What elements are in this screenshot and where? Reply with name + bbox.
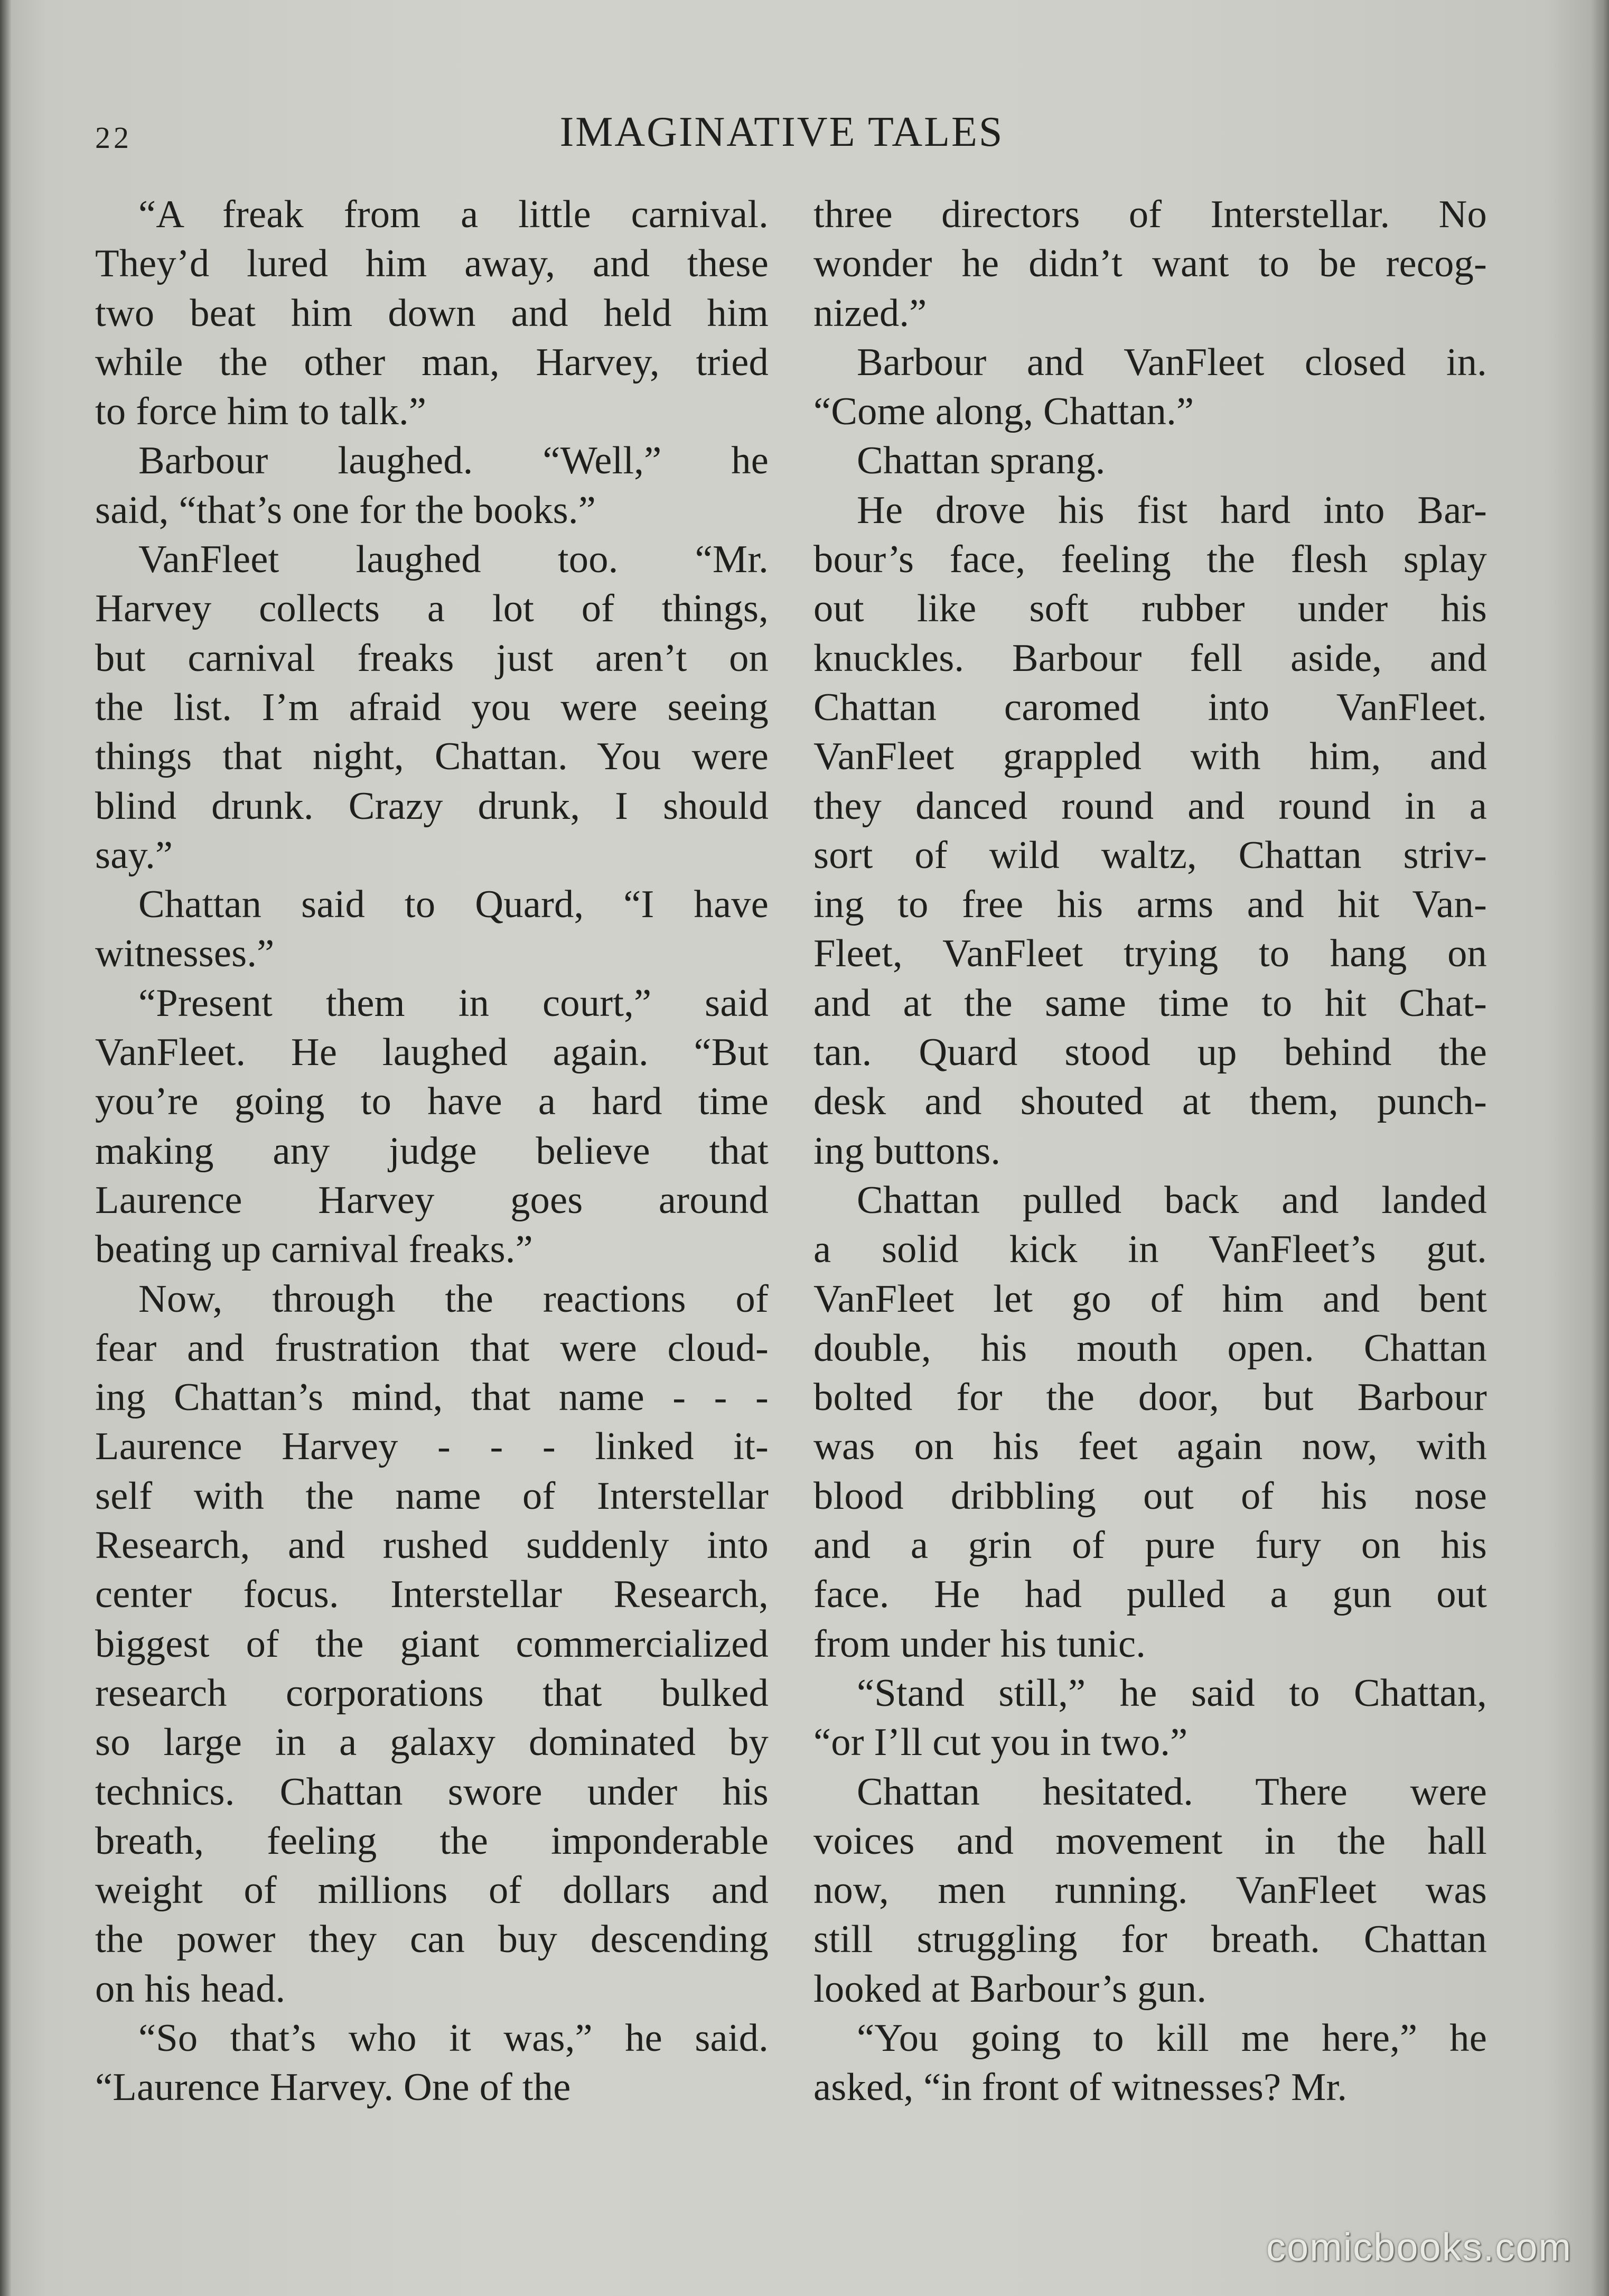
text-line: Chattan sprang. xyxy=(857,439,1106,483)
text-line: “Laurence Harvey. One of the xyxy=(95,2066,571,2110)
text-line: knuckles. Barbour fell aside, and xyxy=(813,636,1487,680)
text-line: Chattan pulled back and landed xyxy=(857,1178,1487,1222)
text-line: but carnival freaks just aren’t on xyxy=(95,636,769,680)
text-line: ing to free his arms and hit Van- xyxy=(813,883,1487,927)
text-line: ing buttons. xyxy=(813,1129,1001,1173)
text-line: and at the same time to hit Chat- xyxy=(813,981,1487,1025)
text-line: while the other man, Harvey, tried xyxy=(95,340,769,384)
paragraph xyxy=(813,1176,1487,1669)
text-line: from under his tunic. xyxy=(813,1622,1146,1666)
text-line: Laurence Harvey goes around xyxy=(95,1178,769,1222)
text-line: now, men running. VanFleet was xyxy=(813,1869,1487,1912)
running-title: IMAGINATIVE TALES xyxy=(559,109,1004,155)
text-line: blood dribbling out of his nose xyxy=(813,1474,1487,1518)
text-line: double, his mouth open. Chattan xyxy=(813,1326,1487,1370)
text-line: Fleet, VanFleet trying to hang on xyxy=(813,932,1487,976)
text-line: “You going to kill me here,” he xyxy=(857,2016,1487,2060)
text-line: center focus. Interstellar Research, xyxy=(95,1573,769,1617)
text-line: VanFleet laughed too. “Mr. xyxy=(138,538,769,582)
text-line: on his head. xyxy=(95,1967,286,2011)
text-line: was on his feet again now, with xyxy=(813,1425,1487,1469)
text-line: breath, feeling the imponderable xyxy=(95,1819,769,1863)
left-text-column xyxy=(95,190,769,2113)
text-line: nized.” xyxy=(813,291,927,335)
text-line: desk and shouted at them, punch- xyxy=(813,1080,1487,1124)
text-line: asked, “in front of witnesses? Mr. xyxy=(813,2066,1348,2110)
text-line: and a grin of pure fury on his xyxy=(813,1524,1487,1567)
text-line: weight of millions of dollars and xyxy=(95,1869,769,1912)
page-number: 22 xyxy=(95,120,132,155)
text-line: technics. Chattan swore under his xyxy=(95,1770,769,1814)
paragraph xyxy=(95,190,769,436)
text-line: “A freak from a little carnival. xyxy=(138,193,769,236)
paragraph xyxy=(95,2014,769,2113)
page-header xyxy=(85,108,1479,161)
text-line: said, “that’s one for the books.” xyxy=(95,488,596,532)
text-line: self with the name of Interstellar xyxy=(95,1474,769,1518)
text-line: VanFleet grappled with him, and xyxy=(813,735,1487,779)
text-line: Chattan hesitated. There were xyxy=(857,1770,1487,1814)
paragraph xyxy=(813,486,1487,1176)
text-line: ing Chattan’s mind, that name - - - xyxy=(95,1376,769,1420)
paragraph xyxy=(95,436,769,535)
text-line: Now, through the reactions of xyxy=(138,1277,769,1321)
paragraph xyxy=(95,880,769,979)
text-line: wonder he didn’t want to be recog- xyxy=(813,242,1487,286)
right-text-column xyxy=(813,190,1487,2113)
paragraph xyxy=(813,2014,1487,2113)
text-line: you’re going to have a hard time xyxy=(95,1080,769,1124)
text-line: looked at Barbour’s gun. xyxy=(813,1967,1207,2011)
text-line: the list. I’m afraid you were seeing xyxy=(95,685,769,729)
text-line: bolted for the door, but Barbour xyxy=(813,1376,1487,1420)
text-line: “Come along, Chattan.” xyxy=(813,390,1194,434)
text-line: out like soft rubber under his xyxy=(813,587,1487,631)
text-line: blind drunk. Crazy drunk, I should xyxy=(95,784,769,828)
text-line: beating up carnival freaks.” xyxy=(95,1228,533,1272)
paragraph xyxy=(813,1669,1487,1768)
page-edge xyxy=(1591,0,1609,2296)
text-line: Barbour laughed. “Well,” he xyxy=(138,439,769,483)
text-line: “So that’s who it was,” he said. xyxy=(138,2016,769,2060)
text-line: a solid kick in VanFleet’s gut. xyxy=(813,1228,1487,1272)
text-line: face. He had pulled a gun out xyxy=(813,1573,1487,1617)
text-line: “Present them in court,” said xyxy=(138,981,769,1025)
text-line: so large in a galaxy dominated by xyxy=(95,1721,769,1765)
text-line: sort of wild waltz, Chattan striv- xyxy=(813,833,1487,877)
text-line: they danced round and round in a xyxy=(813,784,1487,828)
text-line: VanFleet let go of him and bent xyxy=(813,1277,1487,1321)
text-line: biggest of the giant commercialized xyxy=(95,1622,769,1666)
text-line: research corporations that bulked xyxy=(95,1671,769,1715)
spine-shadow xyxy=(0,0,12,2296)
text-line: They’d lured him away, and these xyxy=(95,242,769,286)
text-line: witnesses.” xyxy=(95,932,275,976)
text-line: fear and frustration that were cloud- xyxy=(95,1326,769,1370)
text-line: still struggling for breath. Chattan xyxy=(813,1918,1487,1962)
paragraph xyxy=(813,190,1487,338)
text-line: “or I’ll cut you in two.” xyxy=(813,1721,1188,1765)
text-line: two beat him down and held him xyxy=(95,291,769,335)
text-line: Harvey collects a lot of things, xyxy=(95,587,769,631)
paragraph xyxy=(95,979,769,1275)
paragraph xyxy=(813,1768,1487,2014)
text-line: Research, and rushed suddenly into xyxy=(95,1524,769,1567)
paragraph xyxy=(813,436,1487,486)
text-line: Chattan caromed into VanFleet. xyxy=(813,685,1487,729)
text-line: the power they can buy descending xyxy=(95,1918,769,1962)
text-line: “Stand still,” he said to Chattan, xyxy=(857,1671,1487,1715)
text-line: say.” xyxy=(95,833,173,877)
text-line: three directors of Interstellar. No xyxy=(813,193,1487,236)
text-line: Chattan said to Quard, “I have xyxy=(138,883,769,927)
text-line: Laurence Harvey - - - linked it- xyxy=(95,1425,769,1469)
text-line: to force him to talk.” xyxy=(95,390,427,434)
text-line: voices and movement in the hall xyxy=(813,1819,1487,1863)
text-line: things that night, Chattan. You were xyxy=(95,735,769,779)
text-line: VanFleet. He laughed again. “But xyxy=(95,1031,769,1075)
paragraph xyxy=(813,338,1487,437)
text-line: bour’s face, feeling the flesh splay xyxy=(813,538,1487,582)
paragraph xyxy=(95,1275,769,2014)
text-line: making any judge believe that xyxy=(95,1129,769,1173)
paragraph xyxy=(95,535,769,880)
text-line: tan. Quard stood up behind the xyxy=(813,1031,1487,1075)
text-line: Barbour and VanFleet closed in. xyxy=(857,340,1487,384)
watermark-logo: comicbooks.com xyxy=(1266,2225,1572,2269)
text-line: He drove his fist hard into Bar- xyxy=(857,488,1487,532)
